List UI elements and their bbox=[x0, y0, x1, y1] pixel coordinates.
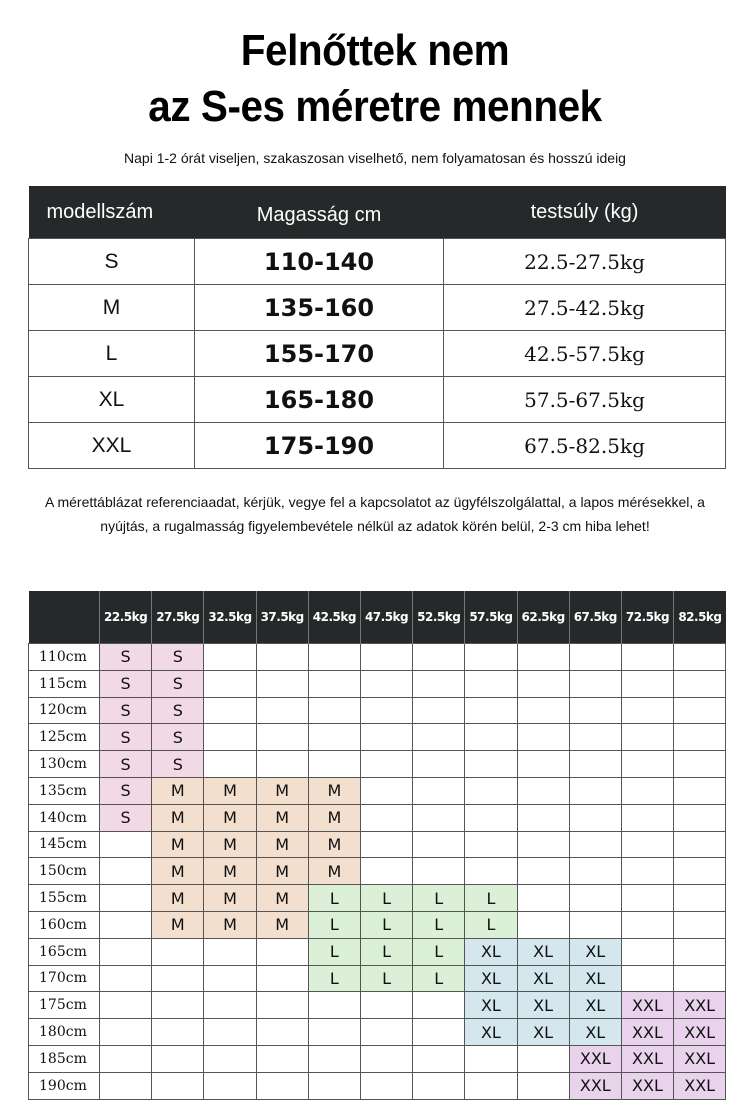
grid-size-cell bbox=[413, 751, 465, 778]
grid-size-cell: XL bbox=[517, 992, 569, 1019]
grid-row bbox=[29, 1019, 726, 1046]
grid-size-cell bbox=[152, 1045, 204, 1072]
grid-size-cell bbox=[465, 697, 517, 724]
table-row bbox=[29, 423, 726, 469]
weight-cell: 67.5-82.5kg bbox=[444, 423, 726, 469]
grid-size-cell bbox=[517, 831, 569, 858]
grid-size-cell bbox=[621, 938, 673, 965]
grid-size-cell: L bbox=[413, 965, 465, 992]
size-cell: L bbox=[29, 331, 195, 377]
grid-size-cell bbox=[413, 1019, 465, 1046]
grid-size-cell bbox=[204, 1019, 256, 1046]
grid-size-cell bbox=[569, 644, 621, 671]
grid-size-cell bbox=[621, 724, 673, 751]
height-row-label: 170cm bbox=[29, 965, 100, 992]
height-row-label: 150cm bbox=[29, 858, 100, 885]
height-cell: 175-190 bbox=[195, 423, 444, 469]
grid-size-cell bbox=[465, 724, 517, 751]
grid-size-cell bbox=[413, 670, 465, 697]
grid-size-cell: L bbox=[360, 938, 412, 965]
size-cell: XXL bbox=[29, 423, 195, 469]
grid-size-cell bbox=[360, 751, 412, 778]
grid-size-cell bbox=[152, 965, 204, 992]
grid-size-cell: M bbox=[308, 831, 360, 858]
grid-size-cell bbox=[100, 858, 152, 885]
height-cell: 110-140 bbox=[195, 239, 444, 285]
height-row-label: 145cm bbox=[29, 831, 100, 858]
grid-size-cell bbox=[569, 831, 621, 858]
grid-size-cell bbox=[674, 938, 726, 965]
grid-size-cell bbox=[308, 751, 360, 778]
grid-size-cell: S bbox=[152, 644, 204, 671]
grid-size-cell bbox=[413, 724, 465, 751]
grid-size-cell bbox=[100, 1045, 152, 1072]
grid-size-cell bbox=[360, 1019, 412, 1046]
grid-corner bbox=[29, 591, 100, 644]
grid-size-cell: XL bbox=[569, 938, 621, 965]
weight-column-header: 67.5kg bbox=[569, 591, 621, 644]
table-row bbox=[29, 285, 726, 331]
grid-size-cell bbox=[517, 670, 569, 697]
weight-cell: 27.5-42.5kg bbox=[444, 285, 726, 331]
grid-size-cell: M bbox=[152, 831, 204, 858]
grid-size-cell bbox=[100, 885, 152, 912]
grid-size-cell bbox=[413, 697, 465, 724]
height-row-label: 115cm bbox=[29, 670, 100, 697]
grid-size-cell bbox=[569, 751, 621, 778]
grid-size-cell bbox=[569, 858, 621, 885]
grid-size-cell: XXL bbox=[674, 1019, 726, 1046]
grid-size-cell bbox=[674, 670, 726, 697]
grid-size-cell bbox=[465, 858, 517, 885]
grid-size-cell bbox=[204, 751, 256, 778]
height-row-label: 185cm bbox=[29, 1045, 100, 1072]
grid-size-cell bbox=[256, 751, 308, 778]
table-row bbox=[29, 331, 726, 377]
grid-size-cell: XL bbox=[569, 965, 621, 992]
grid-row bbox=[29, 885, 726, 912]
grid-row bbox=[29, 751, 726, 778]
grid-size-cell: L bbox=[413, 911, 465, 938]
grid-row bbox=[29, 938, 726, 965]
grid-size-cell: M bbox=[204, 858, 256, 885]
height-row-label: 155cm bbox=[29, 885, 100, 912]
grid-size-cell: M bbox=[204, 911, 256, 938]
grid-size-cell bbox=[360, 992, 412, 1019]
grid-size-cell bbox=[517, 697, 569, 724]
grid-size-cell bbox=[100, 831, 152, 858]
grid-size-cell bbox=[256, 1019, 308, 1046]
grid-size-cell bbox=[152, 938, 204, 965]
grid-size-cell bbox=[204, 1045, 256, 1072]
grid-size-cell bbox=[569, 804, 621, 831]
grid-size-cell bbox=[100, 965, 152, 992]
grid-size-cell: XXL bbox=[674, 1045, 726, 1072]
grid-size-cell bbox=[517, 885, 569, 912]
weight-column-header: 42.5kg bbox=[308, 591, 360, 644]
grid-size-cell: S bbox=[100, 670, 152, 697]
grid-size-cell: XXL bbox=[621, 992, 673, 1019]
grid-size-cell bbox=[674, 831, 726, 858]
grid-size-cell: L bbox=[413, 938, 465, 965]
grid-size-cell: M bbox=[152, 885, 204, 912]
grid-size-cell bbox=[517, 724, 569, 751]
grid-size-cell bbox=[152, 992, 204, 1019]
grid-size-cell bbox=[517, 751, 569, 778]
grid-size-cell bbox=[621, 804, 673, 831]
grid-size-cell: L bbox=[360, 885, 412, 912]
page-title-line1: Felnőttek nem bbox=[240, 26, 510, 75]
grid-size-cell bbox=[152, 1019, 204, 1046]
grid-size-cell bbox=[413, 804, 465, 831]
grid-size-cell: L bbox=[308, 911, 360, 938]
grid-size-cell bbox=[413, 644, 465, 671]
grid-size-cell bbox=[360, 670, 412, 697]
grid-size-cell bbox=[100, 1019, 152, 1046]
grid-size-cell bbox=[204, 938, 256, 965]
grid-size-cell bbox=[204, 965, 256, 992]
grid-size-cell: XXL bbox=[569, 1072, 621, 1099]
height-cell: 155-170 bbox=[195, 331, 444, 377]
grid-size-cell: M bbox=[204, 885, 256, 912]
weight-column-header: 57.5kg bbox=[465, 591, 517, 644]
grid-size-cell bbox=[621, 697, 673, 724]
grid-size-cell: XXL bbox=[569, 1045, 621, 1072]
grid-row bbox=[29, 670, 726, 697]
grid-size-cell bbox=[674, 804, 726, 831]
grid-size-cell bbox=[674, 965, 726, 992]
grid-size-cell: XL bbox=[465, 965, 517, 992]
grid-size-cell bbox=[360, 777, 412, 804]
grid-size-cell bbox=[621, 777, 673, 804]
size-cell: XL bbox=[29, 377, 195, 423]
grid-size-cell bbox=[465, 644, 517, 671]
weight-column-header: 27.5kg bbox=[152, 591, 204, 644]
grid-size-cell: L bbox=[360, 965, 412, 992]
grid-size-cell bbox=[256, 697, 308, 724]
grid-size-cell bbox=[360, 697, 412, 724]
grid-size-cell bbox=[517, 911, 569, 938]
grid-size-cell bbox=[256, 938, 308, 965]
grid-size-cell: L bbox=[308, 885, 360, 912]
grid-size-cell: XXL bbox=[674, 992, 726, 1019]
grid-size-cell: M bbox=[256, 911, 308, 938]
height-cell: 135-160 bbox=[195, 285, 444, 331]
size-summary-table bbox=[28, 186, 726, 469]
grid-size-cell bbox=[621, 885, 673, 912]
grid-size-cell bbox=[360, 644, 412, 671]
grid-size-cell: XL bbox=[517, 938, 569, 965]
size-table-header bbox=[29, 186, 726, 239]
grid-size-cell bbox=[413, 992, 465, 1019]
grid-size-cell bbox=[360, 858, 412, 885]
grid-size-cell bbox=[100, 992, 152, 1019]
grid-size-cell bbox=[360, 831, 412, 858]
grid-row bbox=[29, 858, 726, 885]
grid-size-cell bbox=[465, 777, 517, 804]
grid-size-cell: L bbox=[465, 885, 517, 912]
grid-size-cell bbox=[360, 1045, 412, 1072]
grid-size-cell: S bbox=[100, 804, 152, 831]
grid-size-cell bbox=[517, 804, 569, 831]
grid-size-cell: XXL bbox=[674, 1072, 726, 1099]
grid-size-cell: S bbox=[100, 751, 152, 778]
weight-column-header: 47.5kg bbox=[360, 591, 412, 644]
grid-size-cell bbox=[465, 804, 517, 831]
weight-cell: 42.5-57.5kg bbox=[444, 331, 726, 377]
grid-size-cell: XL bbox=[569, 992, 621, 1019]
size-cell: M bbox=[29, 285, 195, 331]
weight-column-header: 22.5kg bbox=[100, 591, 152, 644]
grid-size-cell bbox=[674, 697, 726, 724]
grid-size-cell bbox=[569, 885, 621, 912]
grid-size-cell: M bbox=[152, 777, 204, 804]
grid-row bbox=[29, 1072, 726, 1099]
grid-size-cell: M bbox=[256, 885, 308, 912]
height-row-label: 160cm bbox=[29, 911, 100, 938]
grid-size-cell bbox=[308, 644, 360, 671]
grid-size-cell: M bbox=[152, 804, 204, 831]
grid-size-cell bbox=[204, 992, 256, 1019]
grid-size-cell bbox=[308, 1045, 360, 1072]
grid-size-cell bbox=[100, 1072, 152, 1099]
weight-column-header: 72.5kg bbox=[621, 591, 673, 644]
grid-size-cell bbox=[256, 724, 308, 751]
grid-size-cell bbox=[204, 724, 256, 751]
grid-size-cell: XL bbox=[569, 1019, 621, 1046]
grid-size-cell bbox=[517, 777, 569, 804]
height-row-label: 140cm bbox=[29, 804, 100, 831]
grid-size-cell bbox=[517, 1045, 569, 1072]
grid-size-cell: XL bbox=[465, 992, 517, 1019]
grid-size-cell bbox=[621, 670, 673, 697]
grid-size-cell bbox=[674, 858, 726, 885]
grid-size-cell: XXL bbox=[621, 1045, 673, 1072]
grid-row bbox=[29, 831, 726, 858]
size-grid-table bbox=[28, 591, 726, 1100]
grid-size-cell: XL bbox=[465, 938, 517, 965]
grid-size-cell bbox=[413, 777, 465, 804]
height-row-label: 125cm bbox=[29, 724, 100, 751]
grid-size-cell bbox=[621, 644, 673, 671]
grid-size-cell bbox=[621, 831, 673, 858]
grid-size-cell bbox=[569, 697, 621, 724]
measurement-note: A mérettáblázat referenciaadat, kérjük, vegye fel a kapcsolatot az ügyfélszolgálattal, a lapos mérésekkel, a nyújtás, a rugalmasság figyelembevétele nélkül az adatok körén belül, 2-3 cm hiba lehet! bbox=[45, 494, 705, 534]
grid-size-cell bbox=[360, 804, 412, 831]
grid-size-cell bbox=[360, 724, 412, 751]
grid-size-cell bbox=[256, 965, 308, 992]
weight-column-header: 52.5kg bbox=[413, 591, 465, 644]
grid-size-cell: M bbox=[152, 911, 204, 938]
height-row-label: 175cm bbox=[29, 992, 100, 1019]
grid-size-cell: M bbox=[256, 804, 308, 831]
grid-row bbox=[29, 724, 726, 751]
grid-row bbox=[29, 911, 726, 938]
grid-size-cell: M bbox=[256, 831, 308, 858]
grid-size-cell: M bbox=[204, 777, 256, 804]
page-title-line2: az S-es méretre mennek bbox=[148, 82, 602, 131]
grid-row bbox=[29, 697, 726, 724]
grid-size-cell bbox=[360, 1072, 412, 1099]
grid-size-cell: S bbox=[100, 724, 152, 751]
grid-size-cell bbox=[100, 911, 152, 938]
grid-size-cell bbox=[256, 992, 308, 1019]
grid-size-cell: M bbox=[308, 804, 360, 831]
grid-size-cell: L bbox=[413, 885, 465, 912]
grid-size-cell bbox=[152, 1072, 204, 1099]
grid-size-cell bbox=[674, 885, 726, 912]
grid-size-cell: M bbox=[256, 777, 308, 804]
grid-size-cell bbox=[256, 670, 308, 697]
height-row-label: 165cm bbox=[29, 938, 100, 965]
grid-size-cell bbox=[308, 992, 360, 1019]
grid-row bbox=[29, 644, 726, 671]
height-row-label: 130cm bbox=[29, 751, 100, 778]
grid-size-cell: S bbox=[100, 644, 152, 671]
weight-cell: 57.5-67.5kg bbox=[444, 377, 726, 423]
grid-size-cell: XL bbox=[517, 965, 569, 992]
grid-size-cell bbox=[465, 751, 517, 778]
grid-size-cell bbox=[308, 670, 360, 697]
height-row-label: 110cm bbox=[29, 644, 100, 671]
grid-size-cell bbox=[100, 938, 152, 965]
grid-size-cell bbox=[204, 1072, 256, 1099]
grid-size-cell bbox=[308, 697, 360, 724]
height-row-label: 135cm bbox=[29, 777, 100, 804]
weight-column-header: 82.5kg bbox=[674, 591, 726, 644]
grid-size-cell bbox=[256, 1072, 308, 1099]
grid-size-cell: S bbox=[152, 697, 204, 724]
grid-size-cell bbox=[413, 1072, 465, 1099]
grid-size-cell bbox=[674, 724, 726, 751]
table-row bbox=[29, 377, 726, 423]
grid-size-cell bbox=[569, 777, 621, 804]
column-header-weight: testsúly (kg) bbox=[444, 186, 726, 239]
grid-size-cell: XL bbox=[517, 1019, 569, 1046]
grid-size-cell bbox=[256, 644, 308, 671]
grid-size-cell: S bbox=[152, 724, 204, 751]
grid-size-cell bbox=[308, 1072, 360, 1099]
grid-size-cell bbox=[674, 751, 726, 778]
grid-row bbox=[29, 965, 726, 992]
grid-size-cell: L bbox=[465, 911, 517, 938]
grid-size-cell bbox=[569, 724, 621, 751]
grid-size-cell bbox=[465, 1045, 517, 1072]
grid-size-cell: S bbox=[100, 777, 152, 804]
grid-size-cell bbox=[569, 911, 621, 938]
grid-size-cell bbox=[517, 858, 569, 885]
grid-size-cell bbox=[465, 831, 517, 858]
grid-size-cell bbox=[621, 911, 673, 938]
grid-size-cell bbox=[465, 1072, 517, 1099]
grid-size-cell: XL bbox=[465, 1019, 517, 1046]
grid-size-cell bbox=[621, 751, 673, 778]
grid-size-cell bbox=[621, 965, 673, 992]
weight-column-header: 62.5kg bbox=[517, 591, 569, 644]
grid-header-row bbox=[29, 591, 726, 644]
height-row-label: 190cm bbox=[29, 1072, 100, 1099]
grid-size-cell: M bbox=[308, 858, 360, 885]
weight-column-header: 37.5kg bbox=[256, 591, 308, 644]
grid-size-cell bbox=[413, 858, 465, 885]
grid-size-cell bbox=[465, 670, 517, 697]
grid-size-cell bbox=[204, 670, 256, 697]
grid-size-cell bbox=[674, 644, 726, 671]
grid-size-cell: XXL bbox=[621, 1019, 673, 1046]
grid-size-cell: M bbox=[204, 804, 256, 831]
grid-size-cell: L bbox=[308, 965, 360, 992]
grid-size-cell bbox=[308, 724, 360, 751]
grid-size-cell bbox=[413, 1045, 465, 1072]
grid-size-cell: L bbox=[360, 911, 412, 938]
height-row-label: 120cm bbox=[29, 697, 100, 724]
grid-size-cell bbox=[308, 1019, 360, 1046]
grid-size-cell: M bbox=[204, 831, 256, 858]
grid-size-cell bbox=[204, 697, 256, 724]
column-header-model: modellszám bbox=[29, 186, 195, 239]
size-cell: S bbox=[29, 239, 195, 285]
grid-size-cell: M bbox=[152, 858, 204, 885]
grid-size-cell bbox=[204, 644, 256, 671]
grid-row bbox=[29, 804, 726, 831]
column-header-height: Magasság cm bbox=[195, 186, 444, 239]
grid-size-cell: S bbox=[152, 670, 204, 697]
weight-column-header: 32.5kg bbox=[204, 591, 256, 644]
grid-size-cell: XXL bbox=[621, 1072, 673, 1099]
grid-size-cell: M bbox=[308, 777, 360, 804]
grid-size-cell bbox=[413, 831, 465, 858]
grid-size-cell: M bbox=[256, 858, 308, 885]
grid-size-cell bbox=[674, 777, 726, 804]
grid-row bbox=[29, 1045, 726, 1072]
grid-size-cell bbox=[517, 1072, 569, 1099]
grid-row bbox=[29, 777, 726, 804]
grid-size-cell: S bbox=[152, 751, 204, 778]
grid-size-cell bbox=[569, 670, 621, 697]
grid-size-cell bbox=[256, 1045, 308, 1072]
grid-size-cell: S bbox=[100, 697, 152, 724]
table-row bbox=[29, 239, 726, 285]
grid-size-cell bbox=[621, 858, 673, 885]
grid-size-cell bbox=[517, 644, 569, 671]
subtitle: Napi 1-2 órát viseljen, szakaszosan viselhető, nem folyamatosan és hosszú ideig bbox=[124, 150, 626, 166]
weight-cell: 22.5-27.5kg bbox=[444, 239, 726, 285]
grid-size-cell bbox=[674, 911, 726, 938]
grid-row bbox=[29, 992, 726, 1019]
height-row-label: 180cm bbox=[29, 1019, 100, 1046]
height-cell: 165-180 bbox=[195, 377, 444, 423]
grid-size-cell: L bbox=[308, 938, 360, 965]
